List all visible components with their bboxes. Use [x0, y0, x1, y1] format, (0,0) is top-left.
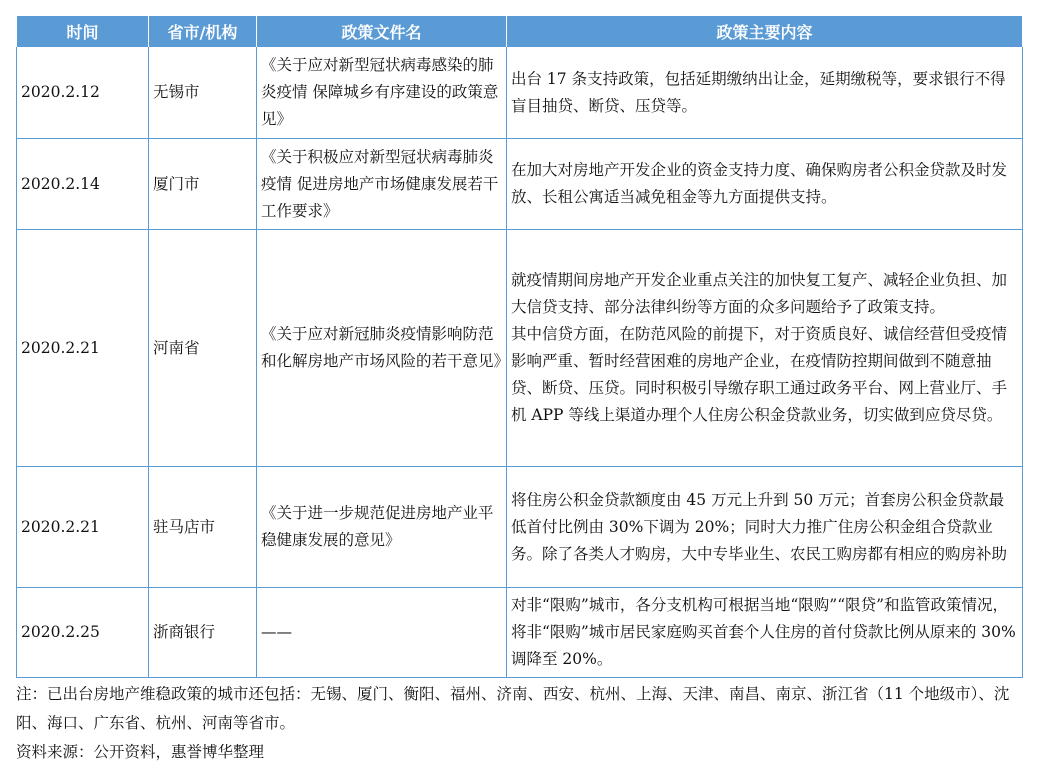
- cell-date: 2020.2.25: [17, 588, 149, 678]
- table-row: [17, 467, 1023, 588]
- cell-content: 在加大对房地产开发企业的资金支持力度、确保购房者公积金贷款及时发放、长租公寓适当减免租金等九方面提供支持。: [507, 139, 1023, 230]
- cell-doc: 《关于应对新冠肺炎疫情影响防范和化解房地产市场风险的若干意见》: [257, 230, 507, 467]
- table-header-row: [17, 16, 1023, 47]
- cell-date: 2020.2.21: [17, 467, 149, 588]
- header-content: 政策主要内容: [507, 16, 1023, 47]
- cell-region: 驻马店市: [149, 467, 257, 588]
- header-doc: 政策文件名: [257, 16, 507, 47]
- cell-doc: ——: [257, 588, 507, 678]
- cell-doc: 《关于积极应对新型冠状病毒肺炎疫情 促进房地产市场健康发展若干工作要求》: [257, 139, 507, 230]
- note-text: 注：已出台房地产维稳政策的城市还包括：无锡、厦门、衡阳、福州、济南、西安、杭州、上海、天津、南昌、南京、浙江省（11 个地级市）、沈阳、海口、广东省、杭州、河南等省市。: [16, 685, 1010, 732]
- cell-doc: 《关于应对新型冠状病毒感染的肺炎疫情 保障城乡有序建设的政策意见》: [257, 47, 507, 139]
- cell-content-paragraph: 就疫情期间房地产开发企业重点关注的加快复工复产、减轻企业负担、加大信贷支持、部分法律纠纷等方面的众多问题给予了政策支持。: [511, 271, 1008, 316]
- table-notes: [16, 680, 1026, 767]
- source-text: 资料来源：公开资料，惠誉博华整理: [16, 743, 265, 761]
- header-region: 省市/机构: [149, 16, 257, 47]
- policy-table: [16, 16, 1023, 678]
- cell-region: 无锡市: [149, 47, 257, 139]
- cell-region: 浙商银行: [149, 588, 257, 678]
- cell-date: 2020.2.12: [17, 47, 149, 139]
- table-row: [17, 588, 1023, 678]
- cell-region: 厦门市: [149, 139, 257, 230]
- table-row: [17, 47, 1023, 139]
- cell-content: 对非“限购”城市，各分支机构可根据当地“限购”“限贷”和监管政策情况，将非“限购”城市居民家庭购买首套个人住房的首付贷款比例从原来的 30%调降至 20%。: [507, 588, 1023, 678]
- cell-content-paragraph: 其中信贷方面，在防范风险的前提下，对于资质良好、诚信经营但受疫情影响严重、暂时经营困难的房地产企业，在疫情防控期间做到不随意抽贷、断贷、压贷。同时积极引导缴存职工通过政务平台、网上营业厅、手机 APP 等线上渠道办理个人住房公积金贷款业务，切实做到应贷尽贷。: [511, 325, 1008, 424]
- header-date: 时间: [17, 16, 149, 47]
- cell-date: 2020.2.14: [17, 139, 149, 230]
- cell-content: 出台 17 条支持政策，包括延期缴纳出让金，延期缴税等，要求银行不得盲目抽贷、断贷、压贷等。: [507, 47, 1023, 139]
- table-row: [17, 230, 1023, 467]
- cell-region: 河南省: [149, 230, 257, 467]
- cell-date: 2020.2.21: [17, 230, 149, 467]
- cell-content: [507, 230, 1023, 467]
- cell-content: 将住房公积金贷款额度由 45 万元上升到 50 万元；首套房公积金贷款最低首付比例由 30%下调为 20%；同时大力推广住房公积金组合贷款业务。除了各类人才购房，大中专毕业生、农民工购房都有相应的购房补助: [507, 467, 1023, 588]
- table-row: [17, 139, 1023, 230]
- cell-doc: 《关于进一步规范促进房地产业平稳健康发展的意见》: [257, 467, 507, 588]
